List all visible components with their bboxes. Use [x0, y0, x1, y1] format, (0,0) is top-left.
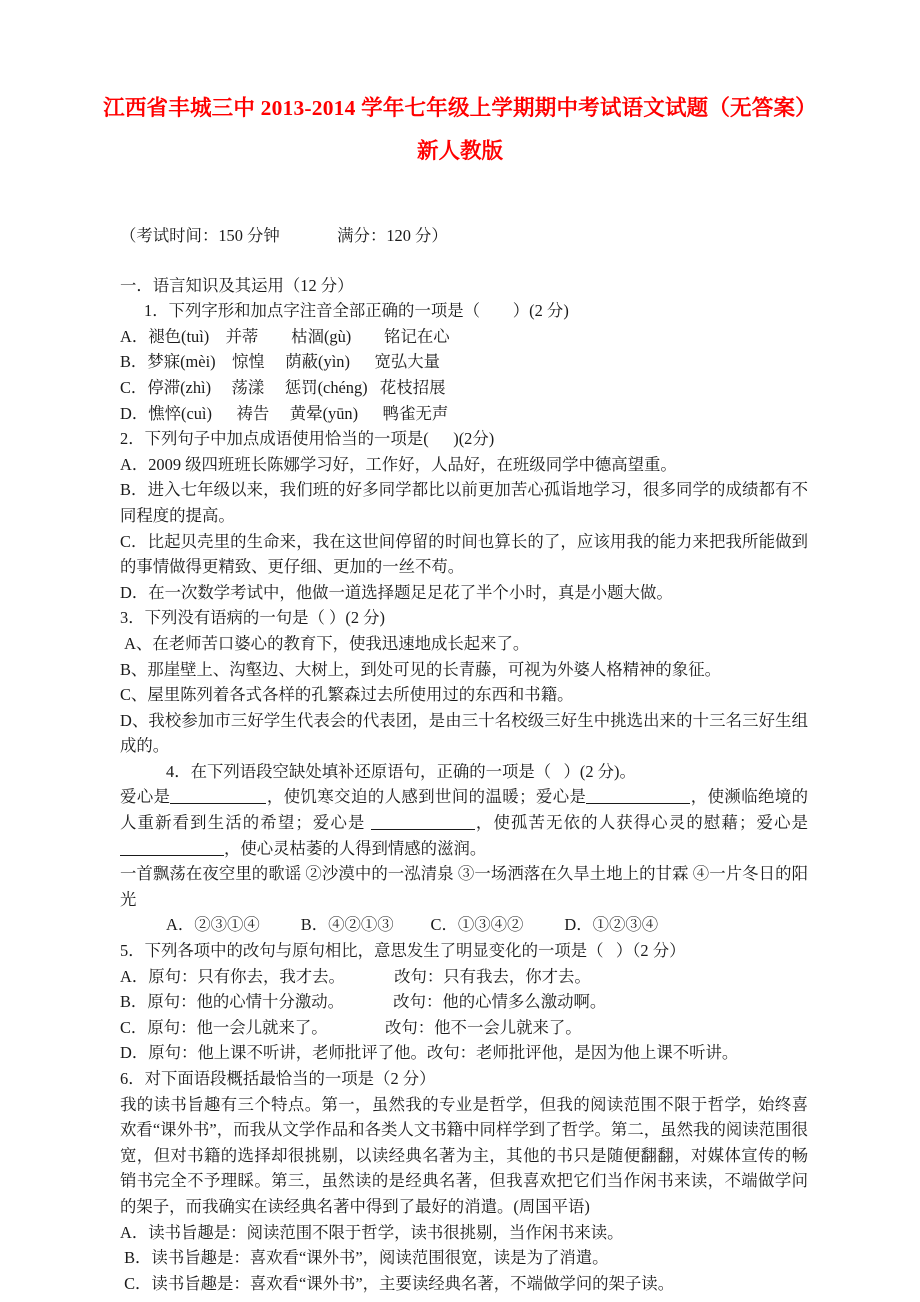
q4-blank-1 [170, 789, 266, 804]
question-2-stem: 2．下列句子中加点成语使用恰当的一项是( )(2分) [120, 429, 495, 449]
question-1-option-b: B．梦寐(mèi) 惊惶 荫蔽(yìn) 宽弘大量 [120, 352, 441, 372]
spacer [120, 249, 808, 273]
question-4-options: A．②③①④ B．④②①③ C．①③④② D．①②③④ [166, 915, 659, 935]
q4-text-4: ，使孤苦无依的人获得心灵的慰藉；爱心是 [474, 813, 808, 833]
question-3-option-a: A、在老师苦口婆心的教育下，使我迅速地成长起来了。 [120, 633, 530, 653]
question-6-option-a: A．读书旨趣是：阅读范围不限于哲学，读书很挑剔，当作闲书来读。 [120, 1222, 624, 1242]
question-2-option-b: B．进入七年级以来，我们班的好多同学都比以前更加苦心孤诣地学习，很多同学的成绩都有不同程度的提高。 [120, 480, 808, 525]
section-one-heading: 一．语言知识及其运用（12 分） [120, 275, 354, 295]
q4-blank-4 [120, 841, 224, 856]
document-body [120, 223, 808, 1296]
question-1-stem: 1．下列字形和加点字注音全部正确的一项是（ ）(2 分) [144, 301, 569, 321]
q4-text-1: 爱心是 [120, 787, 171, 807]
question-3-stem: 3．下列没有语病的一句是（ ）(2 分) [120, 608, 385, 628]
question-1-option-a: A．褪色(tuì) 并蒂 枯涸(gù) 铭记在心 [120, 326, 450, 346]
question-2-option-d: D．在一次数学考试中，他做一道选择题足足花了半个小时，真是小题大做。 [120, 582, 673, 602]
question-1-option-c: C．停滞(zhì) 荡漾 惩罚(chéng) 花枝招展 [120, 377, 446, 397]
q4-text-5: ，使心灵枯萎的人得到情感的滋润。 [224, 838, 487, 858]
question-4-passage [120, 784, 808, 861]
question-6-stem: 6．对下面语段概括最恰当的一项是（2 分） [120, 1069, 436, 1088]
exam-info-line: （考试时间：150 分钟 满分：120 分） [120, 226, 448, 245]
question-6-option-c: C．读书旨趣是：喜欢看“课外书”，主要读经典名著，不端做学问的架子读。 [120, 1273, 675, 1293]
question-3-option-c: C、屋里陈列着各式各样的孔繁森过去所使用过的东西和书籍。 [120, 685, 574, 705]
q4-blank-3 [371, 815, 475, 830]
question-6-passage: 我的读书旨趣有三个特点。第一，虽然我的专业是哲学，但我的阅读范围不限于哲学，始终喜欢看“课外书”，而我从文学作品和各类人文书籍中同样学到了哲学。第二，虽然我的阅读范围很宽，但对书籍的选择却很挑剔，以读经典名著为主，其他的书只是随便翻翻，对媒体宣传的畅销书完全不予理睬。第三，虽然读的是经典名著，但我喜欢把它们当作闲书来读，不端做学问的架子，而我确实在读经典名著中得到了最好的消遣。(周国平语) [120, 1094, 808, 1216]
title-block [0, 0, 920, 171]
question-4-stem: 4．在下列语段空缺处填补还原语句，正确的一项是（ ）(2 分)。 [166, 761, 636, 781]
question-5-option-b: B．原句：他的心情十分激动。 改句：他的心情多么激动啊。 [120, 992, 607, 1012]
question-5-option-c: C．原句：他一会儿就来了。 改句：他不一会儿就来了。 [120, 1017, 582, 1037]
question-5-option-d: D．原句：他上课不听讲，老师批评了他。改句：老师批评他，是因为他上课不听讲。 [120, 1043, 739, 1063]
question-6-option-b: B．读书旨趣是：喜欢看“课外书”，阅读范围很宽，读是为了消遣。 [120, 1248, 609, 1268]
q4-text-2: ，使饥寒交迫的人感到世间的温暖；爱心是 [266, 787, 587, 807]
question-3-option-b: B、那崖壁上、沟壑边、大树上，到处可见的长青藤，可视为外婆人格精神的象征。 [120, 659, 721, 679]
question-4-items: 一首飘荡在夜空里的歌谣 ②沙漠中的一泓清泉 ③一场洒落在久旱土地上的甘霖 ④一片冬日的阳光 [120, 864, 808, 909]
q4-blank-2 [586, 789, 690, 804]
question-2-option-a: A．2009 级四班班长陈娜学习好，工作好，人品好，在班级同学中德高望重。 [120, 454, 677, 474]
q4-text-3: ，使濒临绝境的人重新看到生活的希望；爱心是 [120, 787, 809, 833]
question-2-option-c: C．比起贝壳里的生命来，我在这世间停留的时间也算长的了，应该用我的能力来把我所能做到的事情做得更精致、更仔细、更加的一丝不苟。 [120, 531, 808, 577]
page-subtitle: 新人教版 [416, 139, 503, 163]
question-3-option-d: D、我校参加市三好学生代表会的代表团，是由三十名校级三好生中挑选出来的十三名三好生组成的。 [120, 710, 808, 756]
question-1-option-d: D．憔悴(cuì) 祷告 黄晕(yūn) 鸭雀无声 [120, 403, 449, 423]
page-title: 江西省丰城三中 2013-2014 学年七年级上学期期中考试语文试题（无答案） [103, 96, 817, 120]
question-5-option-a: A．原句：只有你去，我才去。 改句：只有我去，你才去。 [120, 966, 591, 986]
question-5-stem: 5．下列各项中的改句与原句相比，意思发生了明显变化的一项是（ ）（2 分） [120, 941, 686, 961]
